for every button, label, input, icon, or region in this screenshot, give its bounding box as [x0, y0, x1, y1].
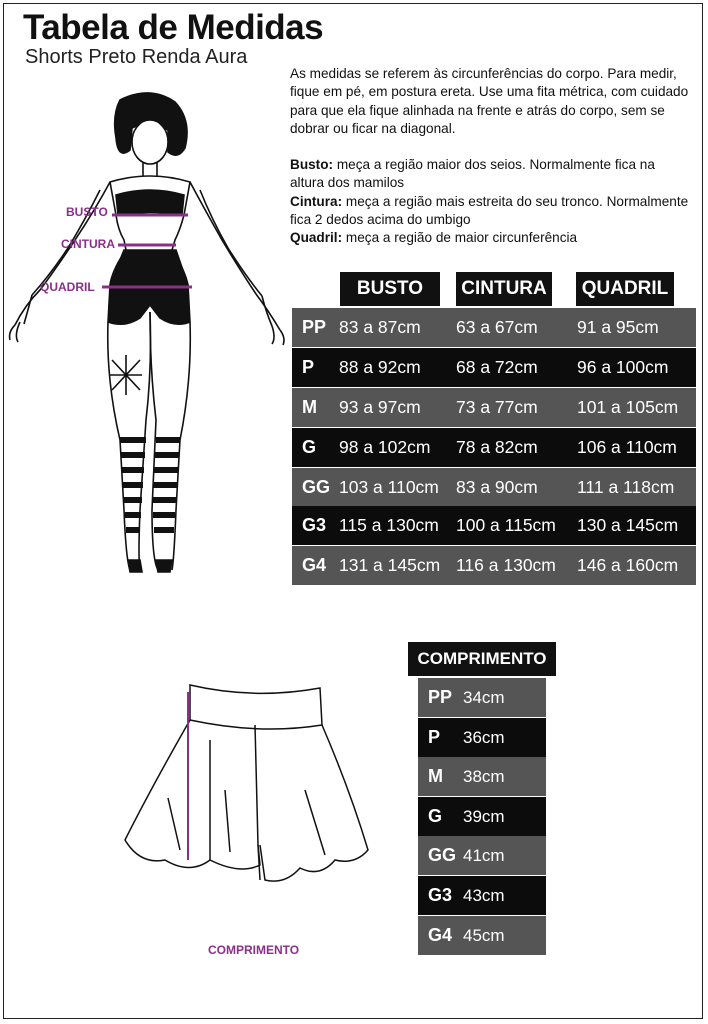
cintura-figure-label: CINTURA	[61, 237, 115, 251]
busto-instruction	[290, 156, 690, 193]
header-quadril: QUADRIL	[576, 272, 674, 306]
cintura-instruction-text: meça a região mais estreita do seu tronco. Normalmente fica 2 dedos acima do umbigo	[290, 193, 689, 228]
busto-instruction-text: meça a região maior dos seios. Normalmente fica na altura dos mamilos	[290, 157, 655, 191]
table-row	[418, 678, 546, 717]
table-row	[418, 916, 546, 955]
size-label: G	[302, 437, 317, 457]
busto-value: 93 a 97cm	[339, 397, 421, 417]
quadril-value: 130 a 145cm	[577, 515, 679, 535]
table-row	[292, 506, 696, 545]
quadril-value: 111 a 118cm	[577, 477, 675, 497]
cintura-value: 73 a 77cm	[456, 397, 538, 417]
size-label: PP	[428, 687, 453, 707]
table-row	[292, 428, 696, 467]
header-comprimento: COMPRIMENTO	[408, 642, 556, 676]
page-subtitle: Shorts Preto Renda Aura	[25, 46, 248, 68]
size-label: PP	[302, 317, 327, 337]
page-title: Tabela de Medidas	[23, 8, 324, 47]
table-row	[292, 546, 696, 585]
size-label: G	[428, 806, 443, 826]
size-label: G3	[302, 515, 327, 535]
comprimento-value: 38cm	[463, 766, 505, 786]
busto-value: 131 a 145cm	[339, 555, 441, 575]
size-label: G3	[428, 885, 453, 905]
table-row	[418, 876, 546, 915]
busto-value: 98 a 102cm	[339, 437, 431, 457]
cintura-value: 68 a 72cm	[456, 357, 538, 377]
table-row	[418, 718, 546, 757]
measurement-instructions	[290, 65, 690, 248]
busto-value: 83 a 87cm	[339, 317, 421, 337]
busto-value: 115 a 130cm	[339, 515, 439, 535]
table-row	[418, 757, 546, 796]
quadril-value: 96 a 100cm	[577, 357, 669, 377]
size-label: GG	[428, 845, 457, 865]
cintura-instruction	[290, 193, 690, 230]
table-row	[418, 836, 546, 875]
comprimento-value: 45cm	[463, 925, 505, 945]
quadril-figure-label: QUADRIL	[40, 280, 95, 294]
busto-value: 88 a 92cm	[339, 357, 421, 377]
header-cintura: CINTURA	[456, 272, 552, 306]
comprimento-value: 34cm	[463, 687, 505, 707]
quadril-value: 106 a 110cm	[577, 437, 677, 457]
table-row	[292, 388, 696, 427]
size-label: M	[428, 766, 443, 786]
shorts-illustration	[110, 680, 370, 910]
comprimento-value: 36cm	[463, 727, 505, 747]
busto-value: 103 a 110cm	[339, 477, 439, 497]
cintura-value: 63 a 67cm	[456, 317, 538, 337]
table-row	[292, 308, 696, 347]
comprimento-figure-label: COMPRIMENTO	[208, 943, 300, 957]
cintura-value: 116 a 130cm	[456, 555, 556, 575]
table-row	[418, 797, 546, 836]
quadril-value: 146 a 160cm	[577, 555, 679, 575]
table-row	[292, 468, 696, 507]
quadril-value: 91 a 95cm	[577, 317, 659, 337]
size-label: G4	[428, 925, 453, 945]
header-busto: BUSTO	[340, 272, 440, 306]
quadril-instruction	[290, 229, 690, 247]
size-label: P	[302, 357, 315, 377]
intro-paragraph: As medidas se referem às circunferências do corpo. Para medir, fique em pé, em postura ereta. Use uma fita métrica, com cuidado para que ela fique alinhada na frente e atrás do corpo, sem se dobrar ou ficar na diagonal.	[290, 66, 689, 136]
size-label: P	[428, 727, 441, 747]
size-label: GG	[302, 477, 331, 497]
size-label: G4	[302, 555, 327, 575]
busto-instruction-label: Busto:	[290, 157, 334, 173]
cintura-value: 78 a 82cm	[456, 437, 538, 457]
table-row	[292, 348, 696, 387]
quadril-instruction-label: Quadril:	[290, 230, 343, 246]
comprimento-value: 39cm	[463, 806, 505, 826]
quadril-instruction-text: meça a região de maior circunferência	[342, 230, 578, 246]
comprimento-value: 43cm	[463, 885, 505, 905]
size-label: M	[302, 397, 317, 417]
busto-figure-label: BUSTO	[66, 205, 108, 219]
body-figure-illustration	[0, 90, 290, 580]
cintura-value: 100 a 115cm	[456, 515, 556, 535]
quadril-value: 101 a 105cm	[577, 397, 679, 417]
cintura-instruction-label: Cintura:	[290, 193, 343, 209]
cintura-value: 83 a 90cm	[456, 477, 538, 497]
comprimento-value: 41cm	[463, 845, 505, 865]
